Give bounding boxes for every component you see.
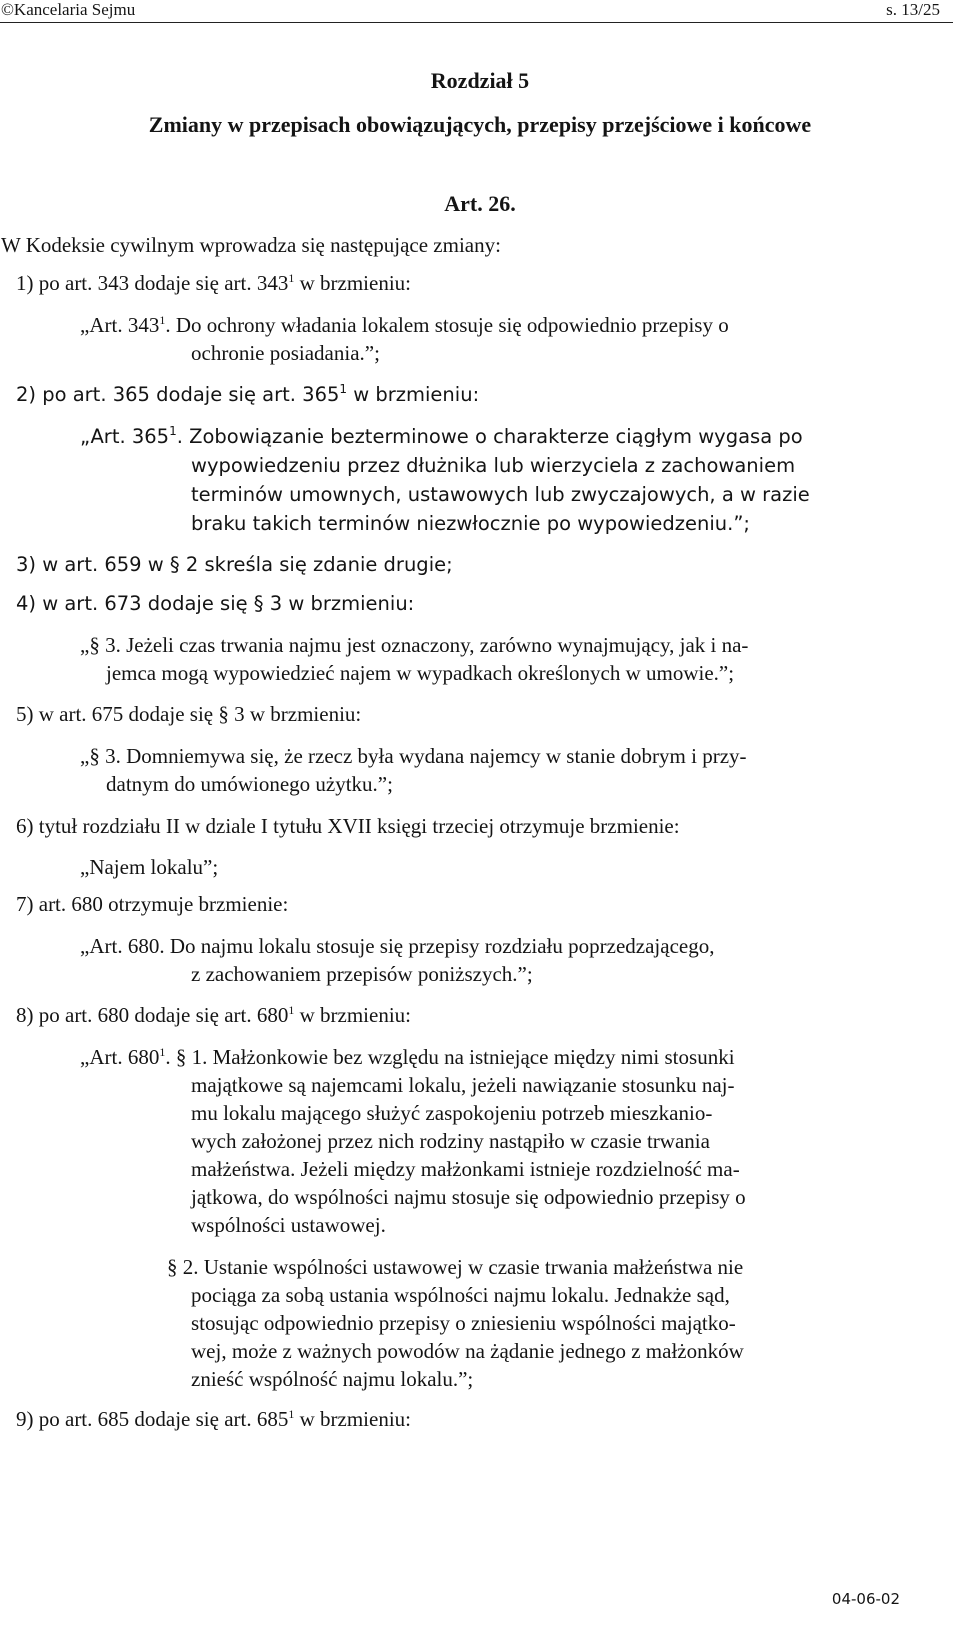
amendment-item-3: 3) w art. 659 w § 2 skreśla się zdanie drugie; — [16, 553, 453, 576]
amendment-item-4: 4) w art. 673 dodaje się § 3 w brzmieniu: — [16, 592, 415, 615]
amendment-item-2 — [16, 381, 479, 409]
amendment-item-1 — [16, 269, 411, 297]
item-2-superscript: 1 — [339, 382, 348, 396]
amendment-item-6: 6) tytuł rozdziału II w dziale I tytułu XVII księgi trzeciej otrzymuje brzmienie: — [16, 814, 680, 838]
quote-8-para-2-line-2: pociąga za sobą ustania wspólności najmu lokalu. Jednakże sąd, — [191, 1283, 730, 1307]
quote-2-text: . Zobowiązanie bezterminowe o charakterze ciągłym wygasa po — [176, 425, 803, 448]
item-1-superscript: 1 — [288, 271, 295, 285]
amendment-item-9 — [16, 1405, 411, 1433]
article-title: Art. 26. — [444, 191, 516, 216]
chapter-subtitle: Zmiany w przepisach obowiązujących, przepisy przejściowe i końcowe — [148, 112, 812, 137]
quote-4-line-2: jemca mogą wypowiedzieć najem w wypadkach określonych w umowie.”; — [106, 661, 735, 685]
quote-4-line-1: „§ 3. Jeżeli czas trwania najmu jest oznaczony, zarówno wynajmujący, jak i na- — [80, 633, 749, 657]
quote-2-superscript: 1 — [169, 424, 177, 438]
header-divider — [0, 22, 953, 23]
amendment-item-7: 7) art. 680 otrzymuje brzmienie: — [16, 892, 289, 916]
page-header — [0, 0, 960, 22]
quote-8-line-4: wych założonej przez nich rodziny nastąpiło w czasie trwania — [191, 1129, 710, 1153]
item-9-text-end: w brzmieniu: — [294, 1407, 411, 1431]
item-8-superscript: 1 — [288, 1003, 295, 1017]
header-page-number: s. 13/25 — [886, 0, 940, 19]
quote-8-line-6: jątkowa, do wspólności najmu stosuje się odpowiednio przepisy o — [191, 1185, 746, 1209]
quote-1-superscript: 1 — [159, 313, 166, 327]
quote-8-para-2-line-3: stosując odpowiednio przepisy o zniesieniu wspólności majątko- — [191, 1311, 736, 1335]
quote-7-line-2: z zachowaniem przepisów poniższych.”; — [191, 962, 533, 986]
quote-2-line-2: wypowiedzeniu przez dłużnika lub wierzyciela z zachowaniem — [191, 454, 796, 477]
quote-1-text: . Do ochrony władania lokalem stosuje się odpowiednio przepisy o — [165, 313, 729, 337]
quote-6: „Najem lokalu”; — [80, 855, 219, 879]
quote-8-line-5: małżeństwa. Jeżeli między małżonkami istnieje rozdzielność ma- — [191, 1157, 740, 1181]
quote-8-para-2-line-5: znieść wspólność najmu lokalu.”; — [191, 1367, 474, 1391]
amendment-item-5: 5) w art. 675 dodaje się § 3 w brzmieniu: — [16, 702, 362, 726]
quote-5-line-2: datnym do umówionego użytku.”; — [106, 772, 393, 796]
quote-1-line-2: ochronie posiadania.”; — [191, 341, 380, 365]
quote-8-superscript: 1 — [159, 1045, 166, 1059]
quote-8-text: . § 1. Małżonkowie bez względu na istniejące między nimi stosunki — [165, 1045, 735, 1069]
item-9-text: 9) po art. 685 dodaje się art. 685 — [16, 1407, 289, 1431]
quote-1-line-1 — [80, 311, 729, 339]
item-1-text-end: w brzmieniu: — [294, 271, 411, 295]
quote-8-para-2-line-4: wej, może z ważnych powodów na żądanie jednego z małżonków — [191, 1339, 744, 1363]
quote-7-line-1: „Art. 680. Do najmu lokalu stosuje się przepisy rozdziału poprzedzającego, — [80, 934, 715, 958]
item-8-text-end: w brzmieniu: — [294, 1003, 411, 1027]
quote-2-line-4: braku takich terminów niezwłocznie po wypowiedzeniu.”; — [191, 512, 750, 535]
footer-date: 04-06-02 — [831, 1590, 900, 1608]
item-8-text: 8) po art. 680 dodaje się art. 680 — [16, 1003, 289, 1027]
quote-8-article: „Art. 680 — [80, 1045, 160, 1069]
quote-8-para-2-line-1: § 2. Ustanie wspólności ustawowej w czasie trwania małżeństwa nie — [167, 1255, 744, 1279]
quote-8-line-7: wspólności ustawowej. — [191, 1213, 386, 1237]
item-2-text: 2) po art. 365 dodaje się art. 365 — [16, 383, 340, 406]
amendment-item-8 — [16, 1001, 411, 1029]
item-2-text-end: w brzmieniu: — [347, 383, 480, 406]
header-source: ©Kancelaria Sejmu — [1, 0, 136, 19]
quote-8-line-1 — [80, 1043, 735, 1071]
item-1-text: 1) po art. 343 dodaje się art. 343 — [16, 271, 289, 295]
quote-2-article: „Art. 365 — [80, 425, 170, 448]
article-intro: W Kodeksie cywilnym wprowadza się następujące zmiany: — [1, 233, 501, 257]
quote-2-line-3: terminów umownych, ustawowych lub zwyczajowych, a w razie — [191, 483, 810, 506]
quote-5-line-1: „§ 3. Domniemywa się, że rzecz była wydana najemcy w stanie dobrym i przy- — [80, 744, 747, 768]
quote-2-line-1 — [80, 423, 803, 451]
quote-8-line-2: majątkowe są najemcami lokalu, jeżeli nawiązanie stosunku naj- — [191, 1073, 735, 1097]
chapter-title: Rozdział 5 — [430, 68, 530, 93]
item-9-superscript: 1 — [288, 1407, 295, 1421]
quote-8-line-3: mu lokalu mającego służyć zaspokojeniu potrzeb mieszkanio- — [191, 1101, 713, 1125]
quote-1-article: „Art. 343 — [80, 313, 160, 337]
